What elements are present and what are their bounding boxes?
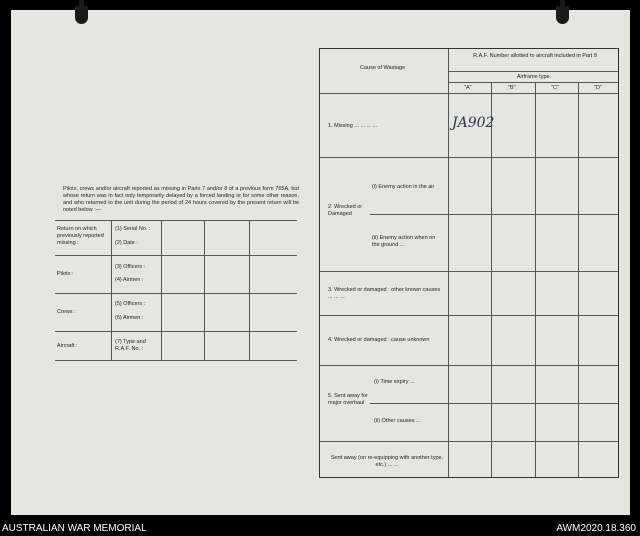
- item-pilot-airmen: (4) Airmen :: [115, 277, 144, 283]
- row-major-overhaul: 5. Sent away for major overhaul: [328, 393, 368, 406]
- column-d: "D": [594, 85, 602, 91]
- row-missing: 1. Missing ... ... ... ...: [328, 123, 378, 129]
- row-wrecked-damaged: 2. Wrecked or Damaged: [328, 204, 363, 217]
- document-sheet: [11, 10, 630, 515]
- row-label-aircraft: Aircraft :: [57, 343, 78, 349]
- row-label-crews: Crews :: [57, 309, 76, 315]
- row-time-expiry: (i) Time expiry ...: [374, 379, 415, 385]
- header-raf-number: R.A.F. Number allotted to aircraft included in Part 8: [473, 53, 597, 59]
- item-serial: (1) Serial No. :: [115, 226, 151, 232]
- row-other-known-causes: 3. Wrecked or damaged : other known causes ... ... ...: [328, 287, 441, 300]
- item-pilot-officers: (3) Officers :: [115, 264, 146, 270]
- column-b: "B": [508, 85, 516, 91]
- row-enemy-air: (i) Enemy action in the air: [372, 184, 435, 190]
- footer-institution: AUSTRALIAN WAR MEMORIAL: [2, 523, 147, 534]
- handwritten-aircraft-number: JA902: [452, 115, 495, 131]
- header-cause-of-wastage: Cause of Wastage: [360, 65, 406, 71]
- item-crew-officers: (5) Officers :: [115, 301, 146, 307]
- item-crew-airmen: (6) Airmen :: [115, 315, 144, 321]
- header-airframe-type: Airframe type.: [516, 74, 552, 80]
- column-c: "C": [551, 85, 559, 91]
- left-form-intro: Pilots, crews and/or aircraft reported as missing in Parts 7 and/or 8 of a previous form 765A, but whose return was in fact only temporarily delayed by a forced landing or for some other reason, and who returned to the unit during the period of 24 hours covered by the present return will be noted below :—: [63, 186, 299, 213]
- row-label-pilots: Pilots :: [57, 271, 74, 277]
- binder-hole: [556, 6, 569, 24]
- item-date: (2) Date :: [115, 240, 138, 246]
- item-type-raf-no: (7) Type and R.A.F. No. :: [115, 339, 146, 352]
- column-a: "A": [464, 85, 472, 91]
- right-form-table: [319, 48, 619, 478]
- row-cause-unknown: 4. Wrecked or damaged : cause unknown: [328, 337, 430, 343]
- row-sent-away-reequipping: Sent away (on re-equipping with another type, etc.) ... ...: [330, 455, 444, 468]
- row-enemy-ground: (ii) Enemy action when on the ground ...: [372, 235, 436, 248]
- row-other-causes: (ii) Other causes ...: [374, 418, 421, 424]
- footer-accession-number: AWM2020.18.360: [556, 523, 636, 534]
- row-label-return: Return on which previously reported missing :: [57, 226, 104, 246]
- binder-hole: [75, 6, 88, 24]
